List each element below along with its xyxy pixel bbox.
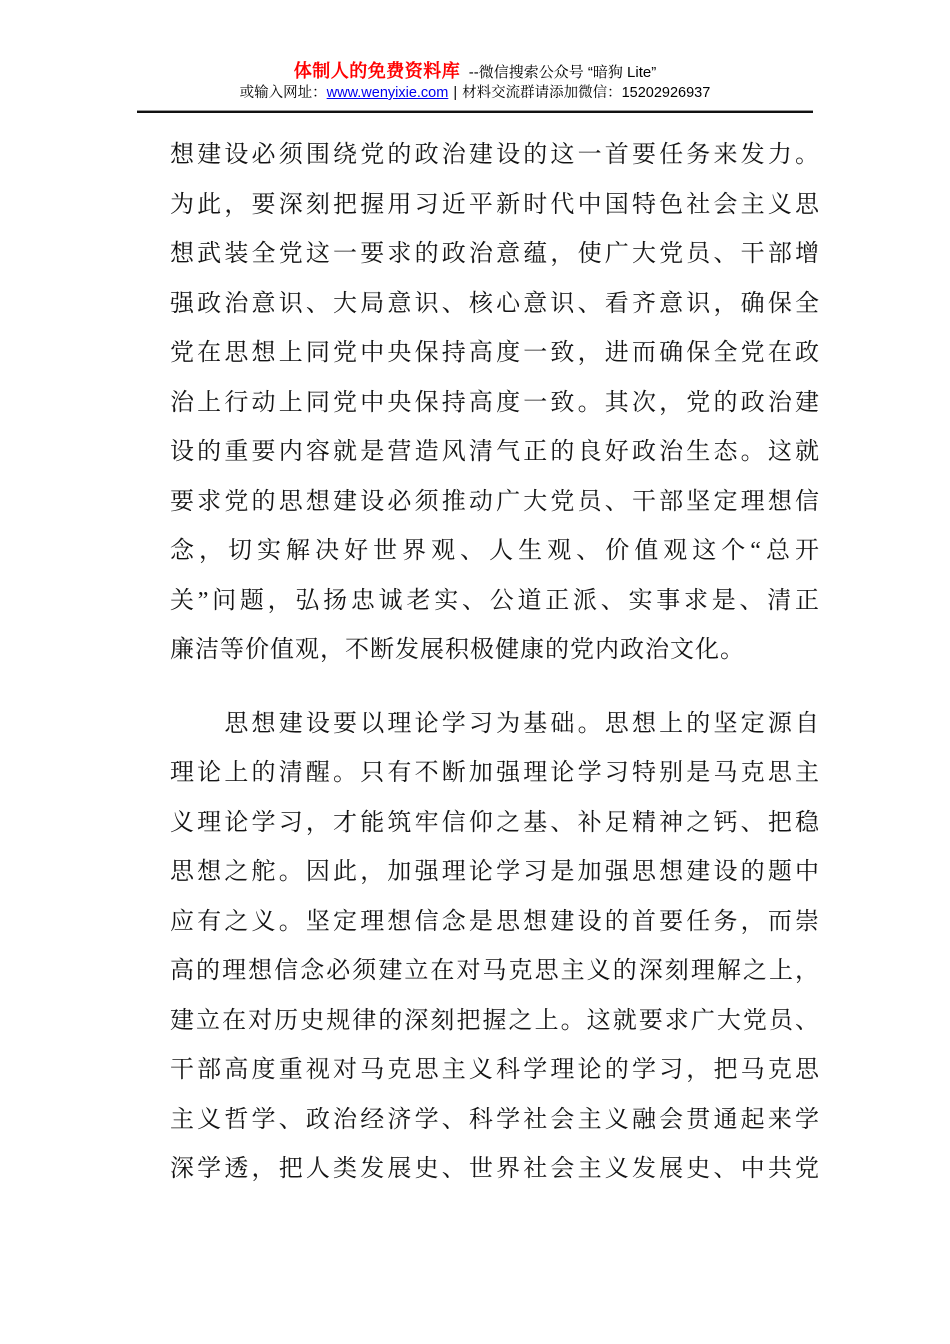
- text-line: 理论上的清醒。只有不断加强理论学习特别是马克思主: [170, 760, 820, 786]
- site-brand: 体制人的免费资料库: [293, 61, 461, 81]
- text-line: 关”问题，弘扬忠诚老实、公道正派、实事求是、清正: [170, 587, 820, 614]
- paragraph: [170, 700, 820, 1195]
- text-line: 想武装全党这一要求的政治意蕴，使广大党员、干部增: [170, 241, 820, 267]
- text-line: 高的理想信念必须建立在对马克思主义的深刻理解之上，: [170, 958, 820, 984]
- header-contact-line: [0, 84, 950, 103]
- text-line: 设的重要内容就是营造风清气正的良好政治生态。这就: [170, 439, 820, 465]
- paragraph: [170, 131, 820, 676]
- text-line: 想建设必须围绕党的政治建设的这一首要任务来发力。: [170, 142, 820, 168]
- text-line: 干部高度重视对马克思主义科学理论的学习，把马克思: [170, 1057, 820, 1083]
- pipe-separator: |: [453, 85, 458, 101]
- text-line: 应有之义。坚定理想信念是思想建设的首要任务，而崇: [170, 908, 820, 935]
- text-line: 主义哲学、政治经济学、科学社会主义融会贯通起来学: [170, 1106, 820, 1133]
- text-line: 党在思想上同党中央保持高度一致，进而确保全党在政: [170, 340, 820, 366]
- text-line: 义理论学习，才能筑牢信仰之基、补足精神之钙、把稳: [170, 809, 820, 836]
- text-line: 强政治意识、大局意识、核心意识、看齐意识，确保全: [170, 290, 820, 317]
- url-prefix-label: 或输入网址：: [239, 85, 327, 101]
- text-line: 治上行动上同党中央保持高度一致。其次，党的政治建: [170, 389, 820, 416]
- header-tagline: --微信搜索公众号 “暗狗 Lite”: [468, 64, 657, 81]
- text-line: 念，切实解决好世界观、人生观、价值观这个“总开: [170, 538, 820, 564]
- text-line: 为此，要深刻把握用习近平新时代中国特色社会主义思: [170, 191, 820, 218]
- text-line: 建立在对历史规律的深刻把握之上。这就要求广大党员、: [170, 1007, 820, 1034]
- page-header: [0, 0, 950, 113]
- text-line: 深学透，把人类发展史、世界社会主义发展史、中共党: [170, 1156, 820, 1182]
- header-title-line: [0, 60, 950, 82]
- document-body: [170, 113, 820, 1195]
- wechat-contact-label: 材料交流群请添加微信：15202926937: [462, 85, 711, 101]
- text-line: 思想之舵。因此，加强理论学习是加强思想建设的题中: [170, 859, 820, 885]
- text-line: 廉洁等价值观，不断发展积极健康的党内政治文化。: [170, 637, 745, 663]
- text-line: 要求党的思想建设必须推动广大党员、干部坚定理想信: [170, 488, 820, 515]
- text-line: 思想建设要以理论学习为基础。思想上的坚定源自: [170, 710, 820, 737]
- website-link[interactable]: www.wenyixie.com: [326, 85, 449, 101]
